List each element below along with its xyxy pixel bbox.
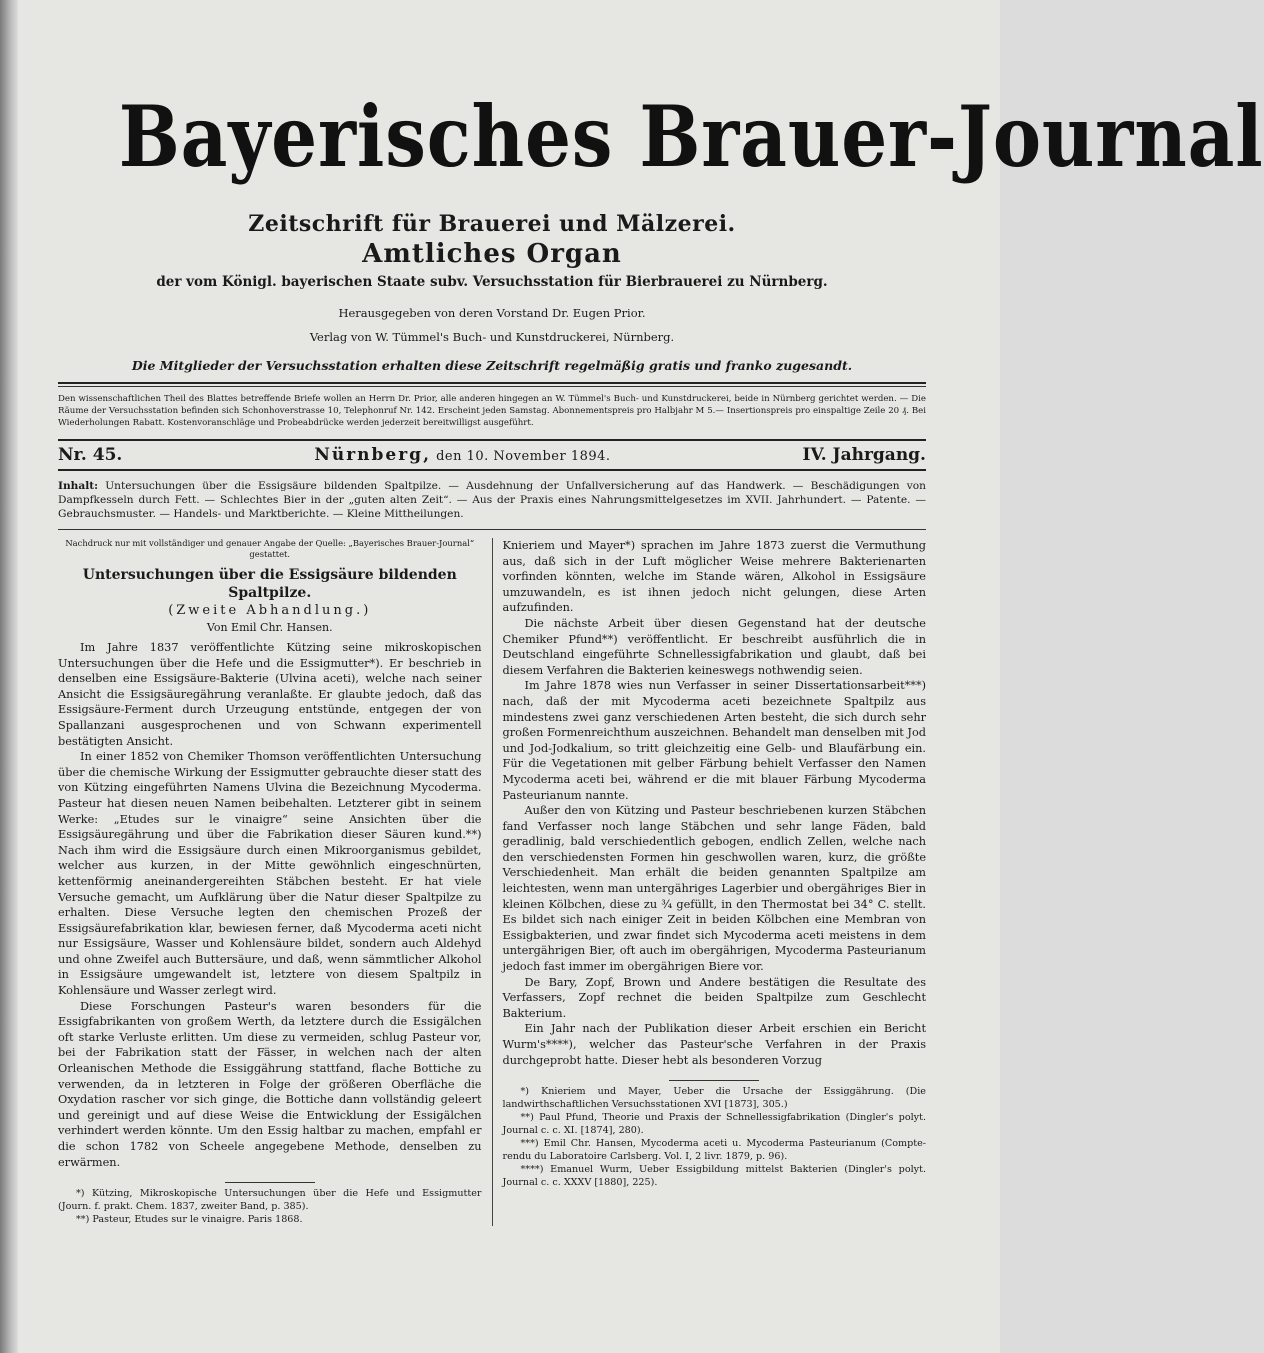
table-of-contents [58,479,926,530]
issue-bar [58,439,926,471]
toc-label: Inhalt: [58,480,99,492]
article-columns [58,538,926,1226]
masthead-subtitle: Zeitschrift für Brauerei und Mälzerei. [248,211,736,237]
paragraph: Diese Forschungen Pasteur's waren besonders für die Essigfabrikanten von großem Werth, da letztere durch die Essigälchen oft starke Verluste erlitten. Um diese zu vermeiden, schlug Pasteur vor, bei der Fabrikation statt der Fässer, in welchen nach der alten Orleanischen Methode die Essiggährung stattfand, flache Bottiche zu verwenden, da in letzteren in Folge der größeren Oberfläche die Oxydation rascher vor sich ginge, die Bottiche dann vollständig geleert und gereinigt und auf diese Weise die Entwicklung der Essigälchen verhindert werden könnte. Um den Essig haltbar zu machen, empfahl er die schon 1782 von Scheele angegebene Methode, denselben zu erwärmen. [58,999,482,1169]
editorial-notice: Den wissenschaftlichen Theil des Blattes betreffende Briefe wollen an Herrn Dr. Prior, alle anderen hingegen an W. Tümmel's Buch- und Kunstdruckerei, beide in Nürnberg gerichtet werden. — Die Räume der Versuchsstation befinden sich Schonhoverstrasse 10, Telephonruf Nr. 142. Erscheint jeden Samstag. Abonnementspreis pro Halbjahr M 5.— Insertionspreis pro einspaltige Zeile 20 ₰. Bei Wiederholungen Rabatt. Kostenvoranschläge und Probeabdrücke werden jederzeit bereitwilligst ausgeführt. [58,394,926,428]
divider [58,386,926,387]
footnote-divider [225,1182,315,1183]
footnote: ****) Emanuel Wurm, Ueber Essigbildung mittelst Bakterien (Dingler's polyt. Journal c. c. XXXV [1880], 225). [502,1164,926,1189]
toc-text: Untersuchungen über die Essigsäure bildenden Spaltpilze. — Ausdehnung der Unfallversicherung auf das Handwerk. — Beschädigungen von Dampfkesseln durch Fett. — Schlechtes Bier in der „guten alten Zeit“. — Aus der Praxis eines Nahrungsmittelgesetzes im XVII. Jahrhundert. — Patente. — Gebrauchsmuster. — Handels- und Marktberichte. — Kleine Mittheilungen. [58,480,926,520]
paragraph: Im Jahre 1837 veröffentlichte Kützing seine mikroskopischen Untersuchungen über die Hefe und die Essigmutter*). Er beschrieb in denselben eine Essigsäure-Bakterie (Ulvina aceti), welche nach seiner Ansicht die Essigsäuregährung veranlaßte. Er glaubte jedoch, daß das Essigsäure-Ferment durch Urzeugung entstünde, entgegen der von Spallanzani ausgesprochenen und von Schwann experimentell bestätigten Ansicht. [58,641,482,748]
footnote: *) Kützing, Mikroskopische Untersuchungen über die Hefe und Essigmutter (Journ. f. prakt. Chem. 1837, zweiter Band, p. 385). [58,1188,482,1213]
station-line: der vom Königl. bayerischen Staate subv. Versuchsstation für Bierbrauerei zu Nürnberg. [156,274,828,290]
footnote: **) Pasteur, Etudes sur le vinaigre. Paris 1868. [76,1214,303,1226]
footnote: *) Knieriem und Mayer, Ueber die Ursache der Essiggährung. (Die landwirthschaftlichen Versuchsstationen XVI [1873], 305.) [502,1086,926,1111]
issue-date: den 10. November 1894. [436,449,611,464]
reprint-note: Nachdruck nur mit vollständiger und genauer Angabe der Quelle: „Bayerisches Brauer-Journal“ gestattet. [65,538,475,559]
paragraph: De Bary, Zopf, Brown und Andere bestätigen die Resultate des Verfassers, Zopf rechnet die beiden Spaltpilze zum Geschlecht Bakterium. [502,975,926,1020]
paragraph: Im Jahre 1878 wies nun Verfasser in seiner Dissertationsarbeit***) nach, daß der mit Mycoderma aceti bezeichnete Spaltpilz aus mindestens zwei ganz verschiedenen Arten besteht, die sich durch sehr großen Formenreichthum auszeichnen. Behandelt man denselben mit Jod und Jod-Jodkalium, so tritt gleichzeitig eine Gelb- und Blaufärbung ein. Für die Vegetationen mit gelber Färbung behielt Verfasser den Namen Mycoderma aceti bei, während er die mit blauer Färbung Mycoderma Pasteurianum nannte. [502,679,926,802]
article-author: Von Emil Chr. Hansen. [206,621,333,634]
right-column [492,538,927,1226]
article-subtitle: (Zweite Abhandlung.) [168,603,372,618]
paragraph: Die nächste Arbeit über diesen Gegenstand hat der deutsche Chemiker Pfund**) veröffentlicht. Er beschreibt ausführlich die in Deutschland eingeführte Schnellessigfabrikation und glaubt, daß bei diesem Verfahren die Bakterien keineswegs nothwendig seien. [502,616,926,677]
footnote-divider [669,1080,759,1081]
issue-place-date [314,445,610,465]
issue-place: Nürnberg, [314,445,431,465]
masthead-title: Bayerisches Brauer-Journal [118,87,1264,186]
paragraph: Knieriem und Mayer*) sprachen im Jahre 1873 zuerst die Vermuthung aus, daß sich in der Luft möglicher Weise mehrere Bakterienarten vorfinden könnten, welche im Stande wären, Alkohol in Essigsäure umzuwandeln, es ist ihnen jedoch nicht gelungen, diese Arten aufzufinden. [502,539,926,615]
issue-number: Nr. 45. [58,445,123,465]
official-organ: Amtliches Organ [362,239,622,269]
page-content [58,72,1264,1226]
divider [58,382,926,384]
members-note: Die Mitglieder der Versuchsstation erhalten diese Zeitschrift regelmäßig gratis und franko zugesandt. [131,358,853,373]
footnote: **) Paul Pfund, Theorie und Praxis der Schnellessigfabrikation (Dingler's polyt. Journal c. c. XI. [1874], 280). [502,1112,926,1137]
binding-gutter [0,0,18,1353]
left-column [58,538,492,1226]
issue-volume: IV. Jahrgang. [802,445,926,465]
paragraph: Ein Jahr nach der Publikation dieser Arbeit erschien ein Bericht Wurm's****), welcher das Pasteur'sche Verfahren in der Praxis durchgeprobt hatte. Dieser hebt als besonderen Vorzug [502,1022,926,1067]
article-title: Untersuchungen über die Essigsäure bildenden Spaltpilze. [82,567,457,601]
footnote: ***) Emil Chr. Hansen, Mycoderma aceti u. Mycoderma Pasteurianum (Compte-rendu du Laboratoire Carlsberg. Vol. I, 2 livr. 1879, p. 96). [502,1138,926,1163]
editor-line: Herausgegeben von deren Vorstand Dr. Eugen Prior. [338,306,646,320]
paragraph: In einer 1852 von Chemiker Thomson veröffentlichten Untersuchung über die chemische Wirkung der Essigmutter gebrauchte dieser statt des von Kützing eingeführten Namens Ulvina die Bezeichnung Mycoderma. Pasteur hat diesen neuen Namen beibehalten. Letzterer gibt in seinem Werke: „Etudes sur le vinaigre“ seine Ansichten über die Essigsäuregährung und über die Fabrikation dieser Säuren kund.**) Nach ihm wird die Essigsäure durch einen Mikroorganismus gebildet, welcher aus kurzen, in der Mitte gewöhnlich eingeschnürten, kettenförmig aneinandergereihten Stäbchen besteht. Er hat viele Versuche gemacht, um Aufklärung über die Natur dieser Spaltpilze zu erhalten. Diese Versuche legten den chemischen Prozeß der Essigsäurefabrikation klar, bewiesen ferner, daß Mycoderma aceti nicht nur Essigsäure, Wasser und Kohlensäure bildet, sondern auch Aldehyd und ohne Zweifel auch Buttersäure, und daß, wenn sämmtlicher Alkohol in Essigsäure umgewandelt ist, letztere von diesem Spaltpilz in Kohlensäure und Wasser zerlegt wird. [58,750,482,998]
paragraph: Außer den von Kützing und Pasteur beschriebenen kurzen Stäbchen fand Verfasser noch lange Stäbchen und sehr lange Fäden, bald geradlinig, bald verschiedentlich gebogen, endlich Zellen, welche nach den verschiedensten Formen hin geschwollen waren, kurz, die größte Verschiedenheit. Man erhält die beiden genannten Spaltpilze am leichtesten, wenn man untergähriges Lagerbier und obergähriges Bier in kleinen Kölbchen, diese zu ¾ gefüllt, in den Thermostat bei 34° C. stellt. Es bildet sich nach einiger Zeit in beiden Kölbchen eine Membran von Essigbakterien, und zwar findet sich Mycoderma aceti meistens in dem untergährigen Bier, oft auch im obergährigen, Mycoderma Pasteurianum jedoch fast immer im obergährigen Biere vor. [502,804,926,974]
publisher-line: Verlag von W. Tümmel's Buch- und Kunstdruckerei, Nürnberg. [309,330,675,344]
